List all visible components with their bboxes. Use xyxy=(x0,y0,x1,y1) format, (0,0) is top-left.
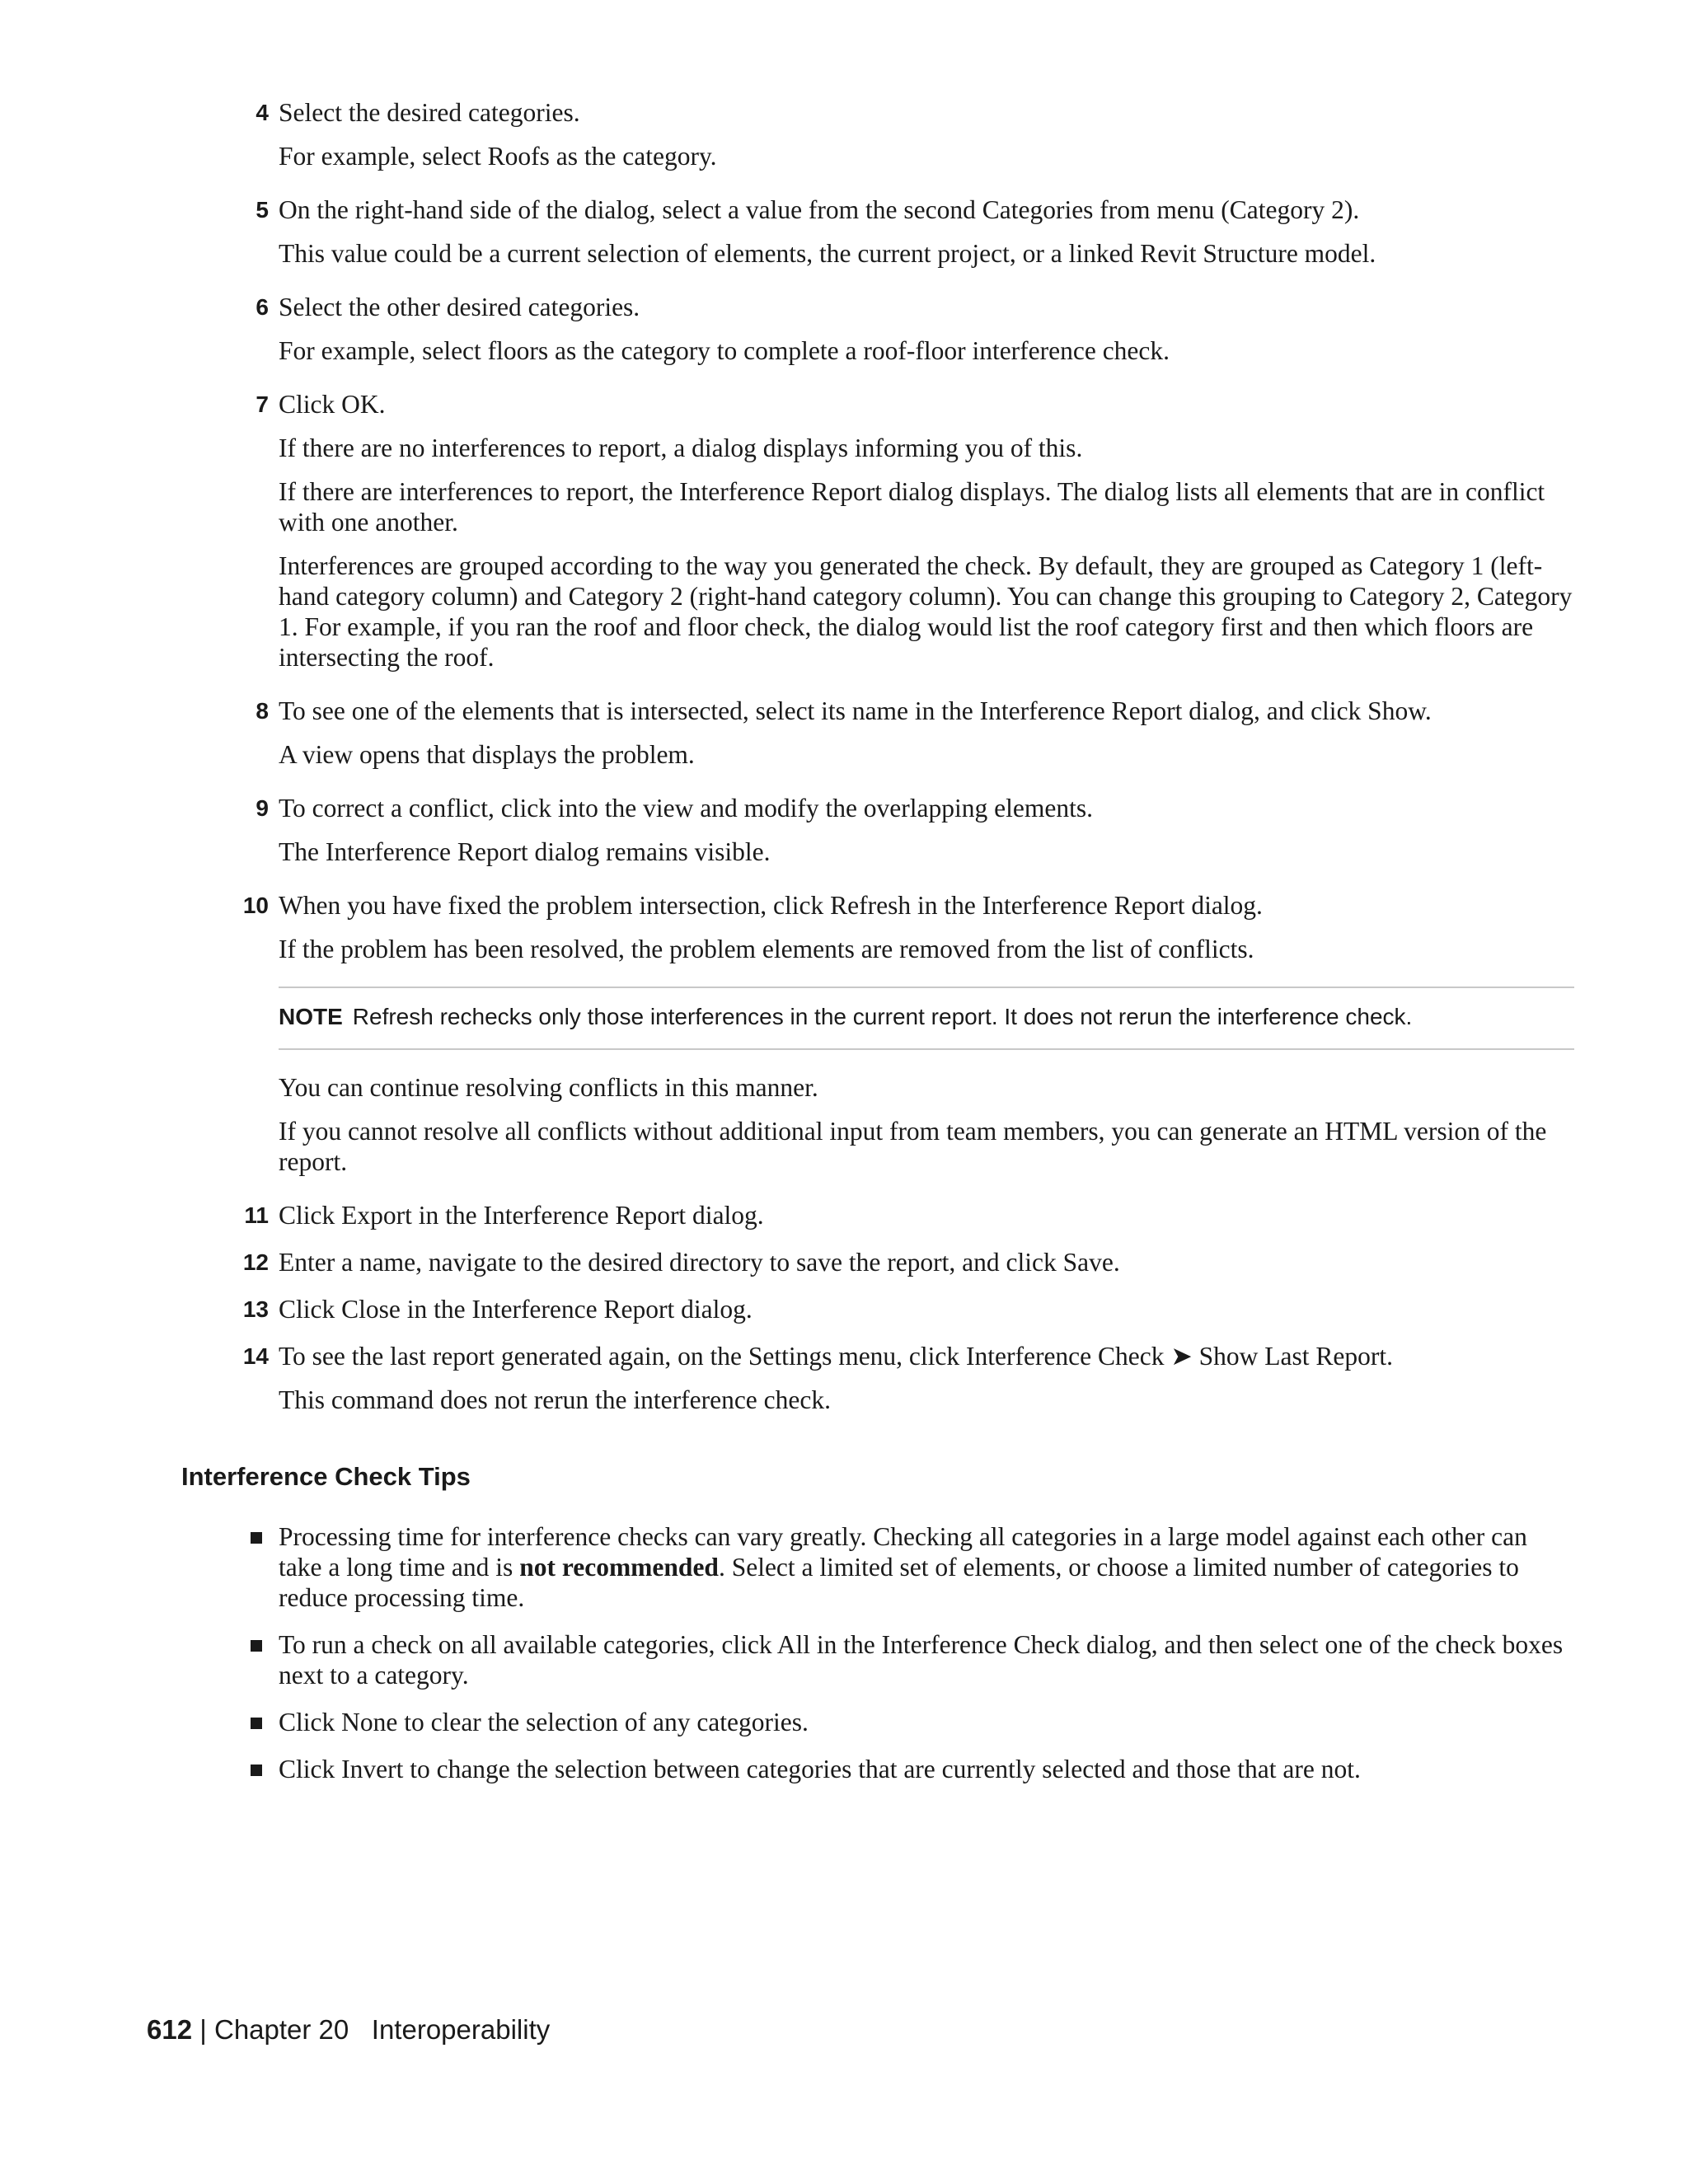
page-number: 612 xyxy=(147,2014,193,2045)
step-6 xyxy=(231,292,1574,366)
step-number: 10 xyxy=(242,893,269,918)
step-detail: For example, select floors as the category to complete a roof-floor interference check. xyxy=(279,336,1170,365)
step-detail: If there are interferences to report, the Interference Report dialog displays. The dialog lists all elements that are in conflict with one another. xyxy=(279,477,1545,537)
step-text: Click OK. xyxy=(279,390,386,419)
step-number: 6 xyxy=(256,294,269,320)
step-9 xyxy=(231,793,1574,867)
step-7 xyxy=(231,389,1574,673)
tip-item xyxy=(231,1754,1574,1784)
tips-list xyxy=(231,1521,1574,1784)
step-11 xyxy=(231,1200,1574,1230)
tip-text-end: . Select a limited set of elements, or choose a limited number of categories to reduce processing time. xyxy=(279,1553,1519,1612)
step-text: When you have fixed the problem intersection, click Refresh in the Interference Report dialog. xyxy=(279,891,1263,920)
step-number: 13 xyxy=(242,1296,269,1322)
step-number: 8 xyxy=(256,698,269,724)
step-detail: If there are no interferences to report, a dialog displays informing you of this. xyxy=(279,434,1083,462)
tip-emphasis: not recommended xyxy=(519,1553,719,1582)
square-bullet-icon xyxy=(251,1765,262,1776)
step-text: To see one of the elements that is intersected, select its name in the Interference Report dialog, and click Show. xyxy=(279,696,1432,725)
step-text: Select the other desired categories. xyxy=(279,293,640,321)
step-text: Enter a name, navigate to the desired directory to save the report, and click Save. xyxy=(279,1248,1120,1277)
step-detail: If you cannot resolve all conflicts without additional input from team members, you can generate an HTML version of the report. xyxy=(279,1117,1547,1176)
step-number: 5 xyxy=(256,197,269,223)
step-number: 12 xyxy=(242,1249,269,1275)
tip-item xyxy=(231,1629,1574,1690)
step-14 xyxy=(231,1341,1574,1415)
step-detail: Interferences are grouped according to the way you generated the check. By default, they are grouped as Category 1 (left-hand category column) and Category 2 (right-hand category column). You can change this grouping to Category 2, Category 1. For example, if you ran the roof and floor check, the dialog would list the roof category first and then which floors are intersecting the roof. xyxy=(279,551,1573,672)
chapter-label: Chapter 20 xyxy=(213,2014,349,2045)
step-text: Click Close in the Interference Report dialog. xyxy=(279,1295,753,1324)
step-detail: A view opens that displays the problem. xyxy=(279,740,695,769)
main-content xyxy=(181,97,1574,1801)
step-detail: The Interference Report dialog remains visible. xyxy=(279,837,771,866)
step-8 xyxy=(231,696,1574,770)
tip-item xyxy=(231,1521,1574,1613)
step-detail: For example, select Roofs as the category. xyxy=(279,142,717,171)
square-bullet-icon xyxy=(251,1640,262,1652)
step-detail: This value could be a current selection of elements, the current project, or a linked Revit Structure model. xyxy=(279,239,1376,268)
step-10 xyxy=(231,890,1574,1177)
step-12 xyxy=(231,1247,1574,1277)
tip-text: Click None to clear the selection of any categories. xyxy=(279,1708,809,1736)
step-number: 4 xyxy=(256,100,269,125)
square-bullet-icon xyxy=(251,1532,262,1544)
tip-text: Processing time for interference checks can vary greatly. Checking all categories in a large model against each other can take a long time and is xyxy=(279,1522,1527,1582)
step-text: On the right-hand side of the dialog, select a value from the second Categories from menu (Category 2). xyxy=(279,195,1360,224)
step-text: Click Export in the Interference Report dialog. xyxy=(279,1201,764,1230)
step-detail: This command does not rerun the interference check. xyxy=(279,1385,831,1414)
step-text: To see the last report generated again, on the Settings menu, click Interference Check ➤ Show Last Report. xyxy=(279,1342,1393,1371)
step-5 xyxy=(231,194,1574,269)
step-4 xyxy=(231,97,1574,171)
footer-separator: | xyxy=(199,2014,207,2045)
chapter-title: Interoperability xyxy=(371,2014,551,2045)
tip-text: Click Invert to change the selection between categories that are currently selected and those that are not. xyxy=(279,1755,1361,1783)
step-detail: You can continue resolving conflicts in this manner. xyxy=(279,1073,818,1102)
section-heading: Interference Check Tips xyxy=(181,1462,471,1491)
step-number: 7 xyxy=(256,391,269,417)
step-number: 14 xyxy=(242,1343,269,1369)
note-label: NOTE xyxy=(279,1004,343,1029)
note-text: Refresh rechecks only those interferences in the current report. It does not rerun the interference check. xyxy=(352,1004,1413,1029)
tip-item xyxy=(231,1707,1574,1737)
note-box xyxy=(279,987,1574,1050)
square-bullet-icon xyxy=(251,1718,262,1729)
step-number: 11 xyxy=(244,1202,269,1228)
step-number: 9 xyxy=(256,795,269,821)
step-text: Select the desired categories. xyxy=(279,98,580,127)
step-13 xyxy=(231,1294,1574,1324)
tip-text: To run a check on all available categories, click All in the Interference Check dialog, and then select one of the check boxes next to a category. xyxy=(279,1630,1564,1690)
step-detail: If the problem has been resolved, the problem elements are removed from the list of conflicts. xyxy=(279,935,1254,963)
step-text: To correct a conflict, click into the view and modify the overlapping elements. xyxy=(279,794,1093,823)
page-footer xyxy=(147,2014,550,2046)
